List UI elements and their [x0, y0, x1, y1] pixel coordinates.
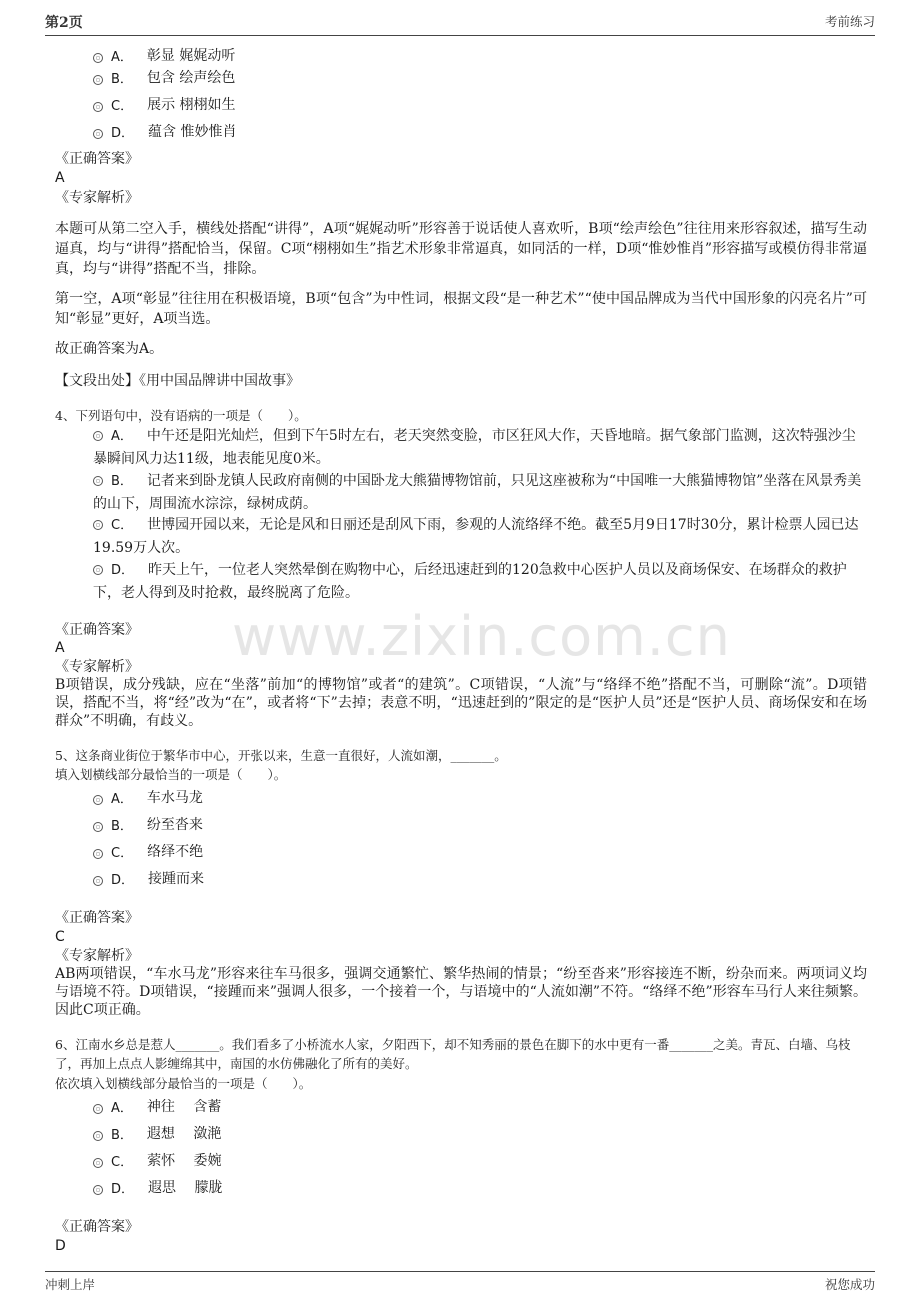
q4-answer-label: 《正确答案》 — [55, 622, 139, 638]
q6-option-c[interactable]: C． 萦怀 委婉 — [93, 1149, 222, 1171]
radio-icon[interactable] — [93, 822, 103, 832]
q3-source: 【文段出处】《用中国品牌讲中国故事》 — [55, 373, 300, 389]
radio-icon[interactable] — [93, 876, 103, 886]
radio-icon[interactable] — [93, 849, 103, 859]
q4-stem: 4、下列语句中，没有语病的一项是（ ）。 — [55, 408, 307, 423]
radio-icon[interactable] — [93, 1104, 103, 1114]
page-footer — [45, 1271, 875, 1293]
q5-option-c[interactable]: C． 络绎不绝 — [93, 840, 203, 862]
q3-answer: A — [55, 170, 65, 186]
q4-analysis-label: 《专家解析》 — [55, 659, 139, 675]
q6-answer-label: 《正确答案》 — [55, 1219, 139, 1235]
q3-analysis-paragraph-2: 第一空，A项“彰显”往往用在积极语境，B项“包含”为中性词，根据文段“是一种艺术”“使中国品牌成为当代中国形象的闪亮名片”可知“彰显”更好，A项当选。 — [55, 291, 867, 327]
q3-analysis-paragraph-1: 本题可从第二空入手，横线处搭配“讲得”，A项“娓娓动听”形容善于说话使人喜欢听，B项“绘声绘色”往往用来形容叙述，描写生动逼真，均与“讲得”搭配恰当，保留。C项“栩栩如生”指艺术形象非常逼真，如同活的一样，D项“惟妙惟肖”形容描写或模仿得非常逼真，均与“讲得”搭配不当，排除。 — [55, 221, 867, 277]
q5-option-a[interactable]: A． 车水马龙 — [93, 786, 203, 808]
q3-option-c[interactable]: C． 展示 栩栩如生 — [93, 93, 236, 115]
radio-icon[interactable] — [93, 75, 103, 85]
radio-icon[interactable] — [93, 476, 103, 486]
footer-left-text: 冲刺上岸 — [45, 1277, 96, 1292]
q3-option-d[interactable]: D． 蕴含 惟妙惟肖 — [93, 120, 236, 142]
radio-icon[interactable] — [93, 53, 103, 63]
radio-icon[interactable] — [93, 795, 103, 805]
q4-option-c[interactable]: C． 世博园开园以来，无论是风和日丽还是刮风下雨，参观的人流络绎不绝。截至5月9日17时30分，累计检票人园已达19.59万人次。 — [93, 517, 859, 556]
radio-icon[interactable] — [93, 520, 103, 530]
q6-stem: 6、江南水乡总是惹人_______。我们看多了小桥流水人家，夕阳西下，却不知秀丽的景色在脚下的水中更有一番_______之美。青瓦、白墙、乌枝了，再加上点点人影缠绵其中，南国的水仿佛融化了所有的美好。 — [55, 1037, 851, 1071]
q3-option-b[interactable]: B． 包含 绘声绘色 — [93, 66, 235, 88]
watermark: www.zixin.com.cn — [232, 605, 731, 668]
page-header — [45, 12, 875, 36]
radio-icon[interactable] — [93, 1185, 103, 1195]
q5-analysis: AB两项错误，“车水马龙”形容来往车马很多，强调交通繁忙、繁华热闹的情景；“纷至沓来”形容接连不断，纷杂而来。两项词义均与语境不符。D项错误，“接踵而来”强调人很多，一个接着一个，与语境中的“人流如潮”不符。“络绎不绝”形容车马行人来往频繁。因此C项正确。 — [55, 966, 867, 1018]
page-number: 第2页 — [45, 15, 83, 31]
radio-icon[interactable] — [93, 1158, 103, 1168]
footer-right-text: 祝您成功 — [824, 1277, 875, 1292]
header-right-text: 考前练习 — [824, 14, 875, 29]
q6-option-b[interactable]: B． 遐想 潋滟 — [93, 1122, 221, 1144]
q4-option-a[interactable]: A． 中午还是阳光灿烂，但到下午5时左右，老天突然变脸，市区狂风大作，天昏地暗。据气象部门监测，这次特强沙尘暴瞬间风力达11级，地表能见度0米。 — [93, 428, 856, 467]
q6-answer: D — [55, 1238, 66, 1254]
q5-answer-label: 《正确答案》 — [55, 910, 139, 926]
q3-option-a[interactable]: A． 彰显 娓娓动听 — [93, 44, 235, 66]
q5-stem: 5、这条商业街位于繁华市中心，开张以来，生意一直很好，人流如潮，_______。 — [55, 748, 507, 763]
q5-option-b[interactable]: B． 纷至沓来 — [93, 813, 203, 835]
q3-answer-label: 《正确答案》 — [55, 151, 139, 167]
q3-analysis-paragraph-3: 故正确答案为A。 — [55, 341, 164, 357]
radio-icon[interactable] — [93, 431, 103, 441]
radio-icon[interactable] — [93, 102, 103, 112]
q5-answer: C — [55, 929, 65, 945]
q5-analysis-label: 《专家解析》 — [55, 948, 139, 964]
q4-option-b[interactable]: B． 记者来到卧龙镇人民政府南侧的中国卧龙大熊猫博物馆前，只见这座被称为“中国唯一大熊猫博物馆”坐落在风景秀美的山下，周围流水淙淙，绿树成荫。 — [93, 473, 862, 512]
q6-option-d[interactable]: D． 遐思 朦胧 — [93, 1176, 222, 1198]
q4-analysis: B项错误，成分残缺，应在“坐落”前加“的博物馆”或者“的建筑”。C项错误，“人流”与“络绎不绝”搭配不当，可删除“流”。D项错误，搭配不当，将“经”改为“在”，或者将“下”去掉；表意不明，“迅速赶到的”限定的是“医护人员”还是“医护人员、商场保安和在场群众”不明确，有歧义。 — [55, 677, 867, 729]
q6-option-a[interactable]: A． 神往 含蓄 — [93, 1095, 221, 1117]
q6-instruction: 依次填入划横线部分最恰当的一项是（ ）。 — [55, 1076, 312, 1091]
radio-icon[interactable] — [93, 129, 103, 139]
q4-option-d[interactable]: D． 昨天上午，一位老人突然晕倒在购物中心，后经迅速赶到的120急救中心医护人员以及商场保安、在场群众的救护下，老人得到及时抢救，最终脱离了危险。 — [93, 562, 847, 601]
q3-analysis-label: 《专家解析》 — [55, 190, 139, 206]
q4-answer: A — [55, 640, 65, 656]
radio-icon[interactable] — [93, 1131, 103, 1141]
radio-icon[interactable] — [93, 565, 103, 575]
q5-option-d[interactable]: D． 接踵而来 — [93, 867, 204, 889]
q5-instruction: 填入划横线部分最恰当的一项是（ ）。 — [55, 767, 287, 782]
